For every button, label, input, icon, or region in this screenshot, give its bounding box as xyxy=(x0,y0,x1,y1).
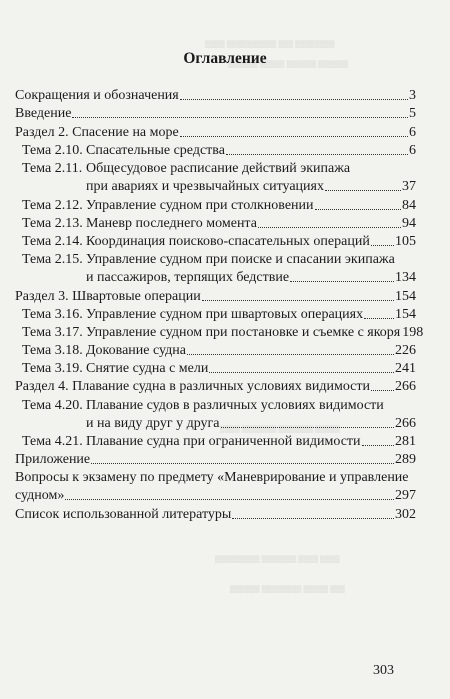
toc-entry xyxy=(22,306,416,324)
toc-entry-title: Вопросы к экзамену по предмету «Маневрирование и управление xyxy=(15,470,409,485)
page-title: Оглавление xyxy=(183,50,267,67)
toc-entry-title: Раздел 2. Спасение на море xyxy=(15,125,179,140)
toc-entry-page: 154 xyxy=(395,307,416,322)
toc-entry-number: Тема 3.17. xyxy=(22,325,83,340)
bleed-through-text: ▒▒▒▒ ▒▒▒▒▒▒▒▒▒▒ ▒▒▒ ▒▒▒▒▒▒▒▒ xyxy=(205,41,335,48)
toc-entry-title: Приложение xyxy=(15,452,91,467)
toc-entry xyxy=(15,288,416,306)
toc-entry-number: Тема 2.11. xyxy=(22,161,83,176)
toc-entry-title-cont: и пассажиров, терпящих бедствие xyxy=(86,270,290,285)
dot-leader xyxy=(290,269,394,282)
toc-entry-number: Тема 2.13. xyxy=(22,216,83,231)
toc-entry xyxy=(22,360,416,378)
toc-entry-number: Тема 3.19. xyxy=(22,361,83,376)
dot-leader xyxy=(180,87,408,100)
toc-entry-page: 266 xyxy=(395,379,416,394)
toc-entry xyxy=(15,105,416,123)
toc-entry-page: 241 xyxy=(395,361,416,376)
toc-entry-title-cont: и на виду друг у друга xyxy=(86,416,220,431)
toc-entry-number: Тема 3.18. xyxy=(22,343,83,358)
toc-entry-title: Список использованной литературы xyxy=(15,507,232,522)
toc-entry xyxy=(22,233,416,251)
page-number: 303 xyxy=(373,663,394,678)
toc-entry-title: Общесудовое расписание действий экипажа xyxy=(86,161,351,176)
toc-entry-page: 297 xyxy=(395,488,416,503)
toc-entry xyxy=(22,142,416,160)
toc-entry-title: Спасательные средства xyxy=(86,143,225,158)
toc-entry xyxy=(15,124,416,142)
toc-entry-title: Координация поисково-спасательных операций xyxy=(86,234,370,249)
dot-leader xyxy=(371,378,394,391)
toc-entry xyxy=(22,160,416,178)
dot-leader xyxy=(315,197,401,210)
dot-leader xyxy=(226,142,408,155)
toc-entry-title: Снятие судна с мели xyxy=(86,361,209,376)
toc-entry xyxy=(15,506,416,524)
dot-leader xyxy=(232,506,394,519)
toc-entry-page: 281 xyxy=(395,434,416,449)
bleed-through-text: ▒▒▒▒▒▒ ▒▒▒▒▒ ▒▒▒▒▒▒ ▒▒▒▒▒▒ xyxy=(228,61,348,68)
toc-entry-title: Управление судном при столкновении xyxy=(86,198,314,213)
toc-entry-continuation xyxy=(86,269,416,287)
dot-leader xyxy=(187,342,394,355)
toc-entry xyxy=(22,342,416,360)
toc-entry-continuation xyxy=(86,178,416,196)
dot-leader xyxy=(65,487,394,500)
toc-entry xyxy=(22,197,416,215)
toc-entry xyxy=(22,324,424,342)
toc-entry-title: Раздел 3. Швартовые операции xyxy=(15,289,201,304)
toc-entry-page: 105 xyxy=(395,234,416,249)
dot-leader xyxy=(209,360,394,373)
toc-entry-number: Тема 2.15. xyxy=(22,252,83,267)
toc-entry-title-cont: судном» xyxy=(15,488,65,503)
toc-entry-page: 134 xyxy=(395,270,416,285)
toc-entry-number: Тема 4.20. xyxy=(22,398,83,413)
toc-entry-title: Раздел 4. Плавание судна в различных условиях видимости xyxy=(15,379,370,394)
toc-entry-title: Сокращения и обозначения xyxy=(15,88,179,103)
toc-entry-page: 289 xyxy=(395,452,416,467)
toc-entry-title: Плавание судов в различных условиях видимости xyxy=(86,398,384,413)
toc-entry xyxy=(15,87,416,105)
bleed-through-text: ▒▒▒▒ ▒▒▒▒▒▒▒ ▒▒▒▒▒▒▒ ▒▒▒▒▒ xyxy=(220,426,340,433)
toc-entry-number: Тема 4.21. xyxy=(22,434,83,449)
toc-entry-page: 198 xyxy=(402,325,424,340)
toc-entry xyxy=(22,397,416,415)
toc-entry-title: Введение xyxy=(15,106,72,121)
toc-entry-page: 37 xyxy=(402,179,416,194)
toc-entry xyxy=(15,378,416,396)
toc-entry-title: Маневр последнего момента xyxy=(86,216,257,231)
dot-leader xyxy=(362,433,394,446)
toc-entry-continuation xyxy=(86,415,416,433)
toc-entry-title: Управление судном при поиске и спасании экипажа xyxy=(86,252,395,267)
toc-entry-page: 3 xyxy=(409,88,416,103)
toc-entry-page: 94 xyxy=(402,216,416,231)
dot-leader xyxy=(72,105,408,118)
toc-entry-page: 266 xyxy=(395,416,416,431)
dot-leader xyxy=(371,233,394,246)
toc-entry xyxy=(15,451,416,469)
toc-entry-page: 84 xyxy=(402,198,416,213)
toc-entry xyxy=(22,215,416,233)
toc-entry-number: Тема 2.14. xyxy=(22,234,83,249)
toc-entry-title: Управление судном при постановке и съемке с якоря xyxy=(86,325,401,340)
dot-leader xyxy=(325,178,401,191)
dot-leader xyxy=(221,415,395,428)
toc-entry-page: 6 xyxy=(409,125,416,140)
dot-leader xyxy=(364,306,394,319)
bleed-through-text: ▒▒▒▒▒▒ ▒▒▒▒▒▒▒▒ ▒▒▒▒▒ ▒▒▒ xyxy=(230,586,345,593)
toc-entry-title: Плавание судна при ограниченной видимости xyxy=(86,434,361,449)
toc-entry xyxy=(15,469,416,487)
toc-entry-continuation xyxy=(15,487,416,505)
toc-entry-title-cont: при авариях и чрезвычайных ситуациях xyxy=(86,179,324,194)
dot-leader xyxy=(180,124,408,137)
dot-leader xyxy=(202,288,394,301)
toc-entry-page: 6 xyxy=(409,143,416,158)
toc-entry-page: 5 xyxy=(409,106,416,121)
toc-entry-number: Тема 2.10. xyxy=(22,143,83,158)
toc-entry-page: 302 xyxy=(395,507,416,522)
toc-entry-page: 154 xyxy=(395,289,416,304)
dot-leader xyxy=(91,451,394,464)
toc-entry-title: Управление судном при швартовых операциях xyxy=(86,307,364,322)
bleed-through-text: ▒▒▒▒▒▒▒▒▒ ▒▒▒▒▒▒▒ ▒▒▒▒ ▒▒▒▒ xyxy=(215,556,340,563)
toc-entry xyxy=(22,251,416,269)
toc-entry-number: Тема 2.12. xyxy=(22,198,83,213)
toc-entry-number: Тема 3.16. xyxy=(22,307,83,322)
dot-leader xyxy=(258,215,401,228)
toc-entry-page: 226 xyxy=(395,343,416,358)
toc-entry xyxy=(22,433,416,451)
toc-entry-title: Докование судна xyxy=(86,343,186,358)
